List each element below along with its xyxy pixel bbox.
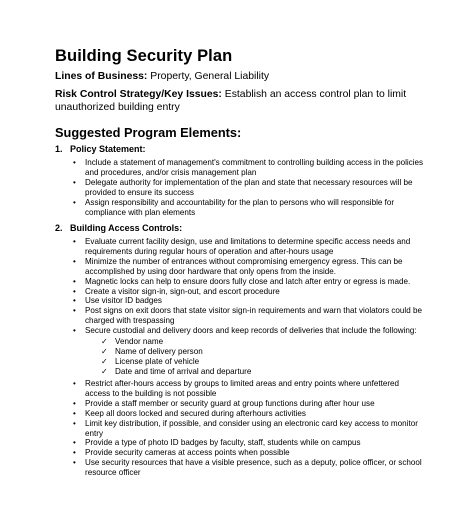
list-item-text: Include a statement of management's commitment to controlling building access in the policies and procedures, and/or crisis management plan <box>85 158 424 177</box>
bullet-icon: • <box>73 398 76 408</box>
bullet-icon: • <box>73 286 76 296</box>
checklist-item <box>101 337 381 347</box>
checklist-item <box>101 357 381 367</box>
bullet-icon: • <box>73 197 76 207</box>
list-item-text: Magnetic locks can help to ensure doors fully close and latch after entry or egress is made. <box>85 276 411 286</box>
section-number: 1. <box>55 144 63 154</box>
list-item <box>70 287 425 297</box>
risk-control-label: Risk Control Strategy/Key Issues: <box>55 89 222 100</box>
section-building-access-heading <box>55 223 182 233</box>
list-item-text: Provide a staff member or security guard at group functions during after hour use <box>85 398 375 408</box>
list-item <box>70 409 425 419</box>
list-item <box>70 237 425 257</box>
building-access-list <box>70 237 425 336</box>
bullet-icon: • <box>73 158 76 167</box>
checkmark-icon: ✓ <box>101 367 108 376</box>
bullet-icon: • <box>73 379 76 388</box>
document-title: Building Security Plan <box>55 47 233 65</box>
list-item-text: Post signs on exit doors that state visitor sign-in requirements and warn that violators could be charged with trespassing <box>85 306 422 326</box>
list-item-text: Provide security cameras at access points when possible <box>85 448 290 458</box>
bullet-icon: • <box>73 296 76 306</box>
list-item-text: Restrict after-hours access by groups to limited areas and entry points where unfettered access to the building is not possible <box>85 379 400 398</box>
list-item-text: Secure custodial and delivery doors and keep records of deliveries that include the following: <box>85 326 417 336</box>
list-item <box>70 438 425 448</box>
list-item-text: Provide a type of photo ID badges by faculty, staff, students while on campus <box>85 438 361 448</box>
list-item <box>70 257 425 277</box>
lines-of-business-value: Property, General Liability <box>147 71 270 82</box>
list-item-text: Minimize the number of entrances without compromising emergency egress. This can be accomplished by using door hardware that only opens from the inside. <box>85 256 403 276</box>
section-number: 2. <box>55 223 63 233</box>
checklist-item <box>101 347 381 357</box>
bullet-icon: • <box>73 326 76 336</box>
section-title: Building Access Controls: <box>70 223 183 233</box>
list-item-text: Limit key distribution, if possible, and consider using an electronic card key access to monitor entry <box>85 418 418 438</box>
list-item-text: Assign responsibility and accountability for the plan to persons who will responsible for compliance with plan elements <box>85 197 395 217</box>
list-item-text: Keep all doors locked and secured during afterhours activities <box>85 408 306 418</box>
bullet-icon: • <box>73 408 76 418</box>
risk-control-strategy <box>55 88 435 114</box>
suggested-elements-heading: Suggested Program Elements: <box>55 125 242 140</box>
bullet-icon: • <box>73 256 76 266</box>
list-item-text: Use visitor ID badges <box>85 296 162 306</box>
list-item <box>70 326 425 336</box>
bullet-icon: • <box>73 276 76 286</box>
section-policy-statement-heading <box>55 144 146 154</box>
list-item <box>70 458 425 478</box>
lines-of-business <box>55 70 269 83</box>
lines-of-business-label: Lines of Business: <box>55 71 148 82</box>
checkmark-icon: ✓ <box>101 347 108 356</box>
delivery-records-checklist <box>101 337 381 377</box>
checklist-item-text: License plate of vehicle <box>115 357 200 366</box>
list-item <box>70 277 425 287</box>
bullet-icon: • <box>73 458 76 468</box>
list-item <box>70 419 425 439</box>
risk-control-value: Establish an access control plan to limit unauthorized building entry <box>55 89 407 113</box>
checklist-item <box>101 367 381 377</box>
list-item <box>70 448 425 458</box>
list-item <box>70 296 425 306</box>
bullet-icon: • <box>73 448 76 458</box>
checkmark-icon: ✓ <box>101 357 108 366</box>
list-item-text: Evaluate current facility design, use and limitations to determine specific access needs and requirements during regular hours of operation and after-hours usage <box>85 237 411 256</box>
list-item <box>70 399 425 409</box>
bullet-icon: • <box>73 237 76 246</box>
policy-statement-list <box>70 158 425 217</box>
checklist-item-text: Name of delivery person <box>115 347 203 356</box>
building-access-list-continued <box>70 379 425 478</box>
checklist-item-text: Vendor name <box>115 337 164 346</box>
list-item <box>70 379 425 399</box>
list-item-text: Use security resources that have a visible presence, such as a deputy, police officer, or school resource officer <box>85 458 422 478</box>
list-item <box>70 158 425 178</box>
list-item <box>70 306 425 326</box>
bullet-icon: • <box>73 438 76 448</box>
section-title: Policy Statement: <box>70 144 146 154</box>
checklist-item-text: Date and time of arrival and departure <box>115 367 252 376</box>
list-item-text: Create a visitor sign-in, sign-out, and escort procedure <box>85 286 280 296</box>
checkmark-icon: ✓ <box>101 337 108 346</box>
bullet-icon: • <box>73 177 76 187</box>
list-item-text: Delegate authority for implementation of the plan and state that necessary resources will be provided to ensure its success <box>85 177 413 197</box>
bullet-icon: • <box>73 306 76 316</box>
list-item <box>70 198 425 218</box>
list-item <box>70 178 425 198</box>
bullet-icon: • <box>73 418 76 428</box>
